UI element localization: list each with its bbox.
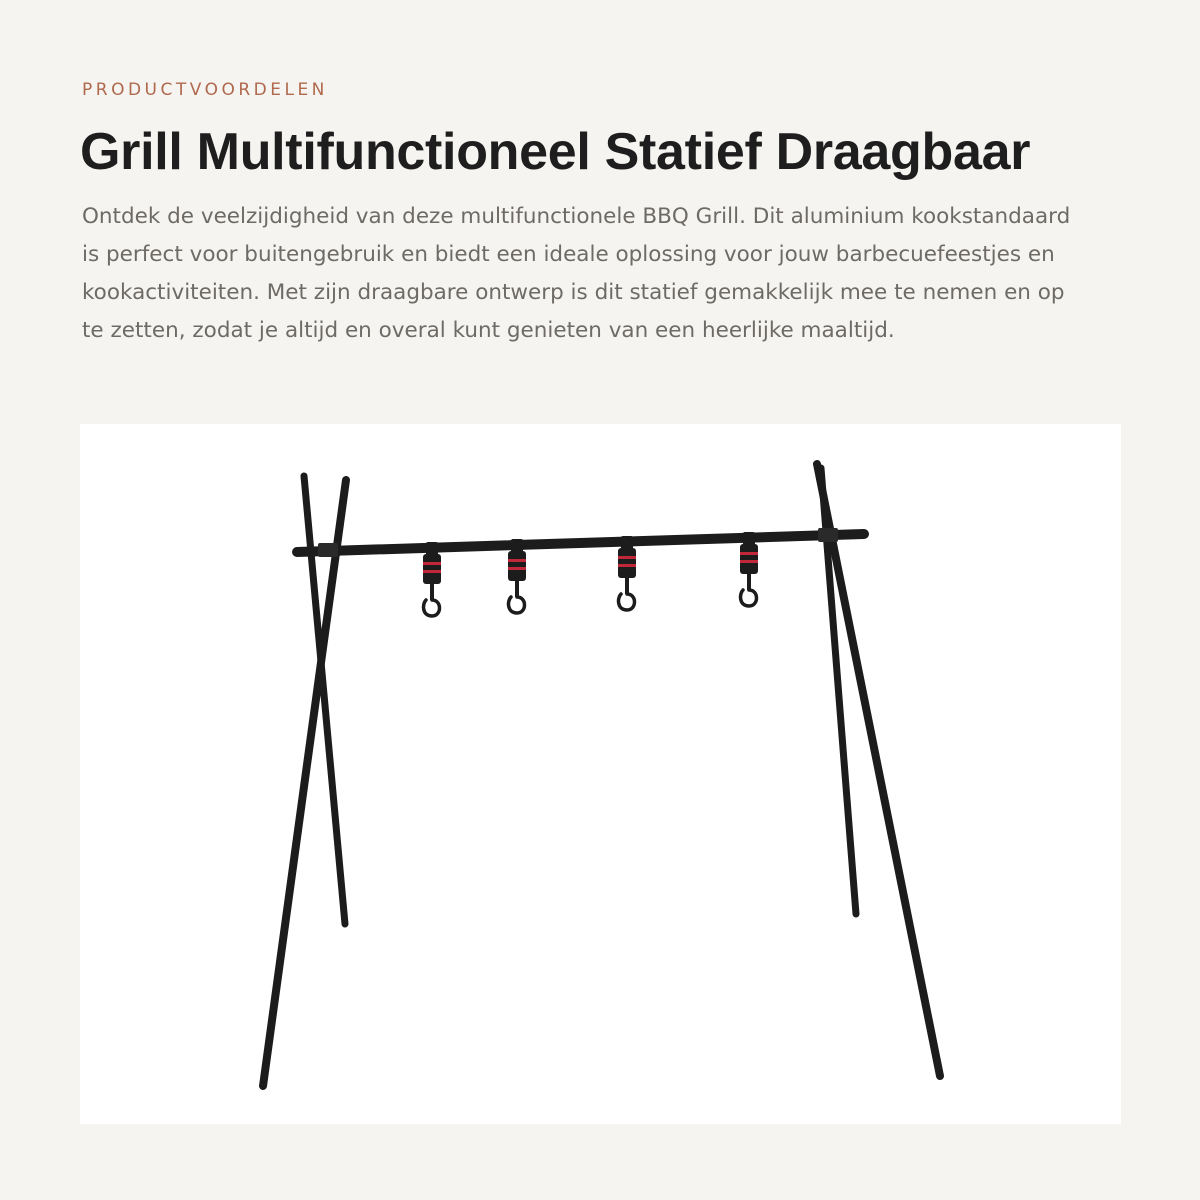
tripod-stand-illustration [80,424,1121,1124]
left-bar-joint [318,543,338,557]
horizontal-bar [297,534,864,552]
product-image [80,424,1121,1124]
section-eyebrow: PRODUCTVOORDELEN [82,80,328,100]
page-title: Grill Multifunctioneel Statief Draagbaar [80,123,1031,181]
hook [740,532,758,606]
hook [423,542,441,616]
right-leg-front [817,464,940,1076]
right-bar-joint [818,528,838,542]
product-description: Ontdek de veelzijdigheid van deze multifunctionele BBQ Grill. Dit aluminium kookstandaard is perfect voor buitengebruik en biedt een ideale oplossing voor jouw barbecuefeestjes en kookactiviteiten. Met zijn draagbare ontwerp is dit statief gemakkelijk mee te nemen en op te zetten, zodat je altijd en overal kunt genieten van een heerlijke maaltijd. [82,204,1071,343]
hook [618,536,636,610]
